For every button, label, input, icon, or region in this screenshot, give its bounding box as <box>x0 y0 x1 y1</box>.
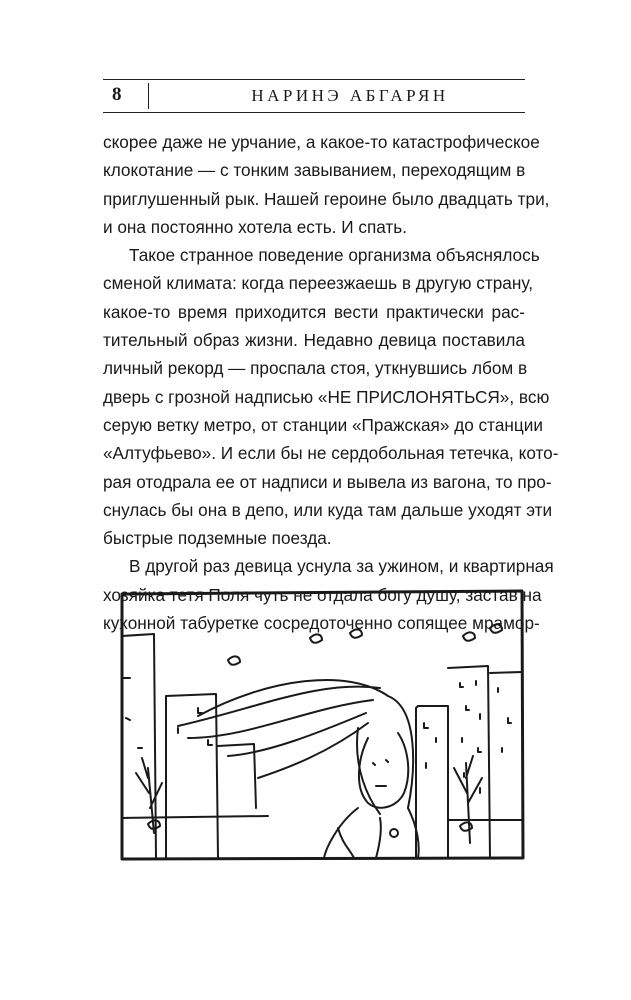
building-left <box>122 634 156 858</box>
leaf <box>463 632 475 640</box>
text-line: личный рекорд — проспала стоя, уткнувшись лбом в <box>103 358 528 379</box>
body-text <box>103 128 559 637</box>
text-line: клокотание — с тонким завыванием, переходящим в <box>103 160 526 181</box>
text-line: кухонной табуретке сосредоточенно сопящее мрамор- <box>103 613 540 634</box>
ground-line <box>122 816 522 820</box>
text-line: скорее даже не урчание, а какое-то катастрофическое <box>103 132 540 152</box>
text-line: Такое странное поведение организма объяснялось <box>129 245 540 266</box>
header-rule-top <box>103 79 525 80</box>
girl-hair <box>178 680 413 814</box>
text-line: какое-то время приходится вести практически рас- <box>103 301 525 322</box>
header-separator <box>148 83 149 109</box>
text-line: «Алтуфьево». И если бы не сердобольная тетечка, кото- <box>103 443 559 464</box>
leaf <box>350 629 362 637</box>
leaf <box>228 656 240 664</box>
leaf <box>490 624 502 632</box>
text-line: и она постоянно хотела есть. И спать. <box>103 216 408 237</box>
illustration-windy-city-girl <box>118 588 526 950</box>
girl-coat <box>324 808 419 858</box>
running-head-author: НАРИНЭ АБГАРЯН <box>251 86 449 105</box>
leaf <box>310 634 322 642</box>
text-line: быстрые подземные поезда. <box>103 528 332 549</box>
leaf <box>460 822 472 830</box>
text-line: В другой раз девица уснула за ужином, и квартирная <box>129 556 554 577</box>
text-line: серую ветку метро, от станции «Пражская» до станции <box>103 414 543 435</box>
page-number: 8 <box>112 84 122 105</box>
text-line: сменой климата: когда переезжаешь в другую страну, <box>103 273 533 294</box>
header-rule-bottom <box>103 112 525 113</box>
text-line: дверь с грозной надписью «НЕ ПРИСЛОНЯТЬСЯ», всю <box>103 386 550 407</box>
text-line: приглушенный рык. Нашей героине было двадцать три, <box>103 188 550 209</box>
text-line: снулась бы она в депо, или куда там дальше уходят эти <box>103 499 553 520</box>
girl-face <box>359 733 408 808</box>
text-line: рая отодрала ее от надписи и вывела из вагона, то про- <box>103 471 552 492</box>
text-line: тительный образ жизни. Недавно девица поставила <box>103 330 525 351</box>
text-line: хозяйка тетя Поля чуть не отдала богу душу, застав на <box>103 584 542 605</box>
